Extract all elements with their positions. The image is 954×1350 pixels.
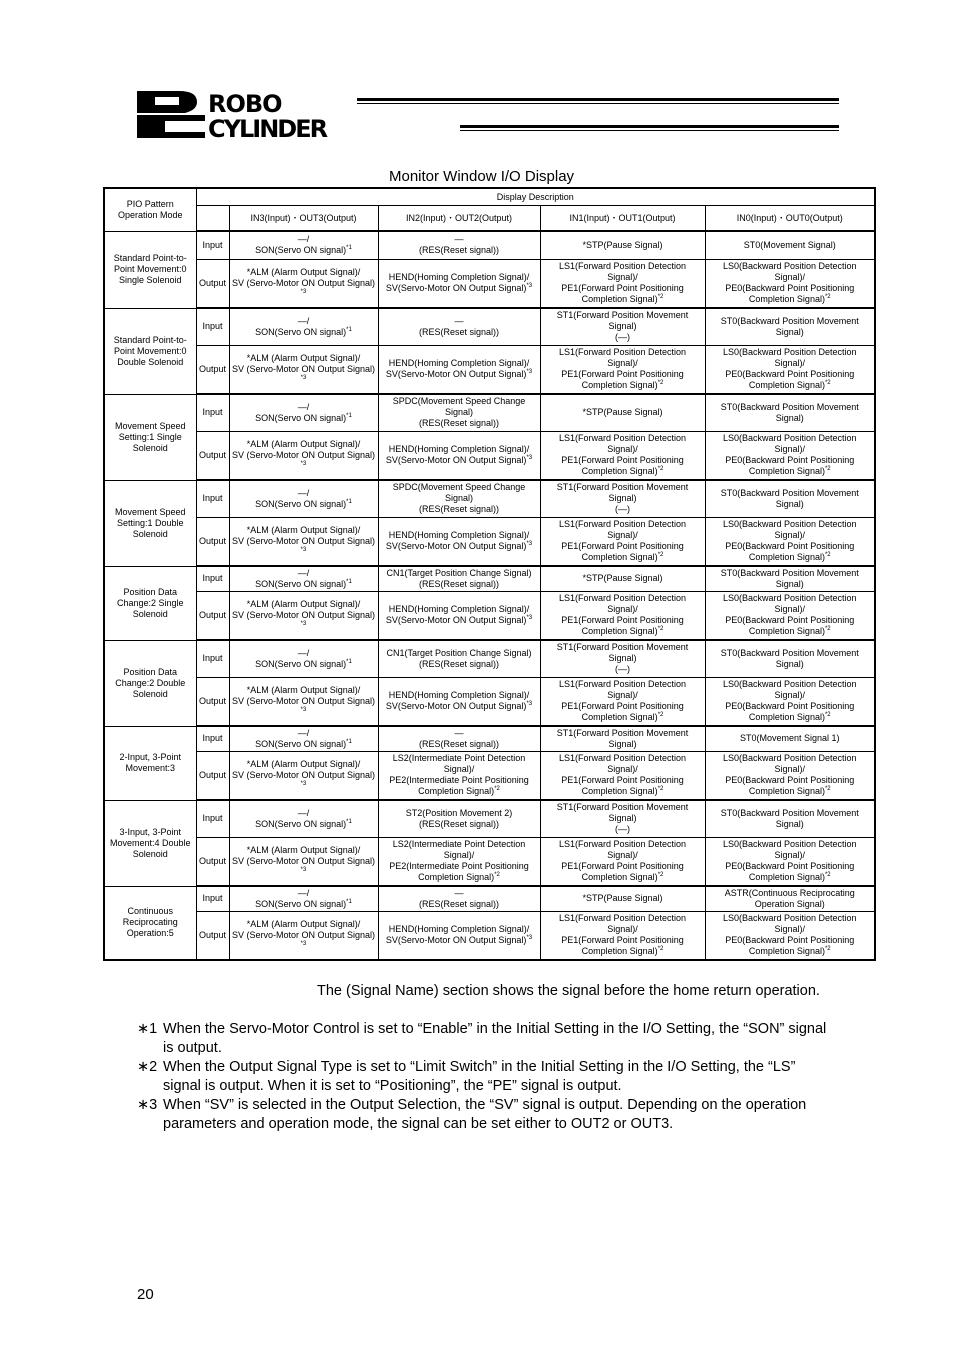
- footnote-text: When the Output Signal Type is set to “Limit Switch” in the Initial Setting in the I/O Setting, the “LS” signal is output. When it is set to “Positioning”, the “PE” signal is output.: [163, 1059, 796, 1094]
- signal-cell: HEND(Homing Completion Signal)/ SV(Servo-Motor ON Output Signal)$^{*3}$: [378, 345, 540, 394]
- io-type-cell: Output: [196, 345, 229, 394]
- signal-cell: ST0(Backward Position Movement Signal): [705, 566, 875, 591]
- signal-cell: LS1(Forward Position Detection Signal)/ PE1(Forward Point Positioning Completion Signal)$^{*2}$: [540, 911, 705, 960]
- logo-robo-text: ROBO: [208, 90, 282, 118]
- signal-cell: LS0(Backward Position Detection Signal)/ PE0(Backward Point Positioning Completion Signal)$^{*2}$: [705, 591, 875, 640]
- signal-cell: LS0(Backward Position Detection Signal)/ PE0(Backward Point Positioning Completion Signal)$^{*2}$: [705, 259, 875, 308]
- signal-cell: *STP(Pause Signal): [540, 886, 705, 911]
- io-type-cell: Input: [196, 566, 229, 591]
- signal-cell: ST0(Movement Signal): [705, 231, 875, 259]
- signal-cell: ST1(Forward Position Movement Signal): [540, 726, 705, 751]
- signal-cell: ST0(Backward Position Movement Signal): [705, 480, 875, 517]
- signal-cell: *ALM (Alarm Output Signal)/ SV (Servo-Motor ON Output Signal) $^{*3}$: [229, 431, 378, 480]
- signal-cell: — (RES(Reset signal)): [378, 726, 540, 751]
- footnote-2: [137, 1058, 837, 1096]
- signal-cell: LS0(Backward Position Detection Signal)/ PE0(Backward Point Positioning Completion Signal)$^{*2}$: [705, 517, 875, 566]
- table-row: [104, 640, 875, 677]
- signal-cell: LS1(Forward Position Detection Signal)/ PE1(Forward Point Positioning Completion Signal)$^{*2}$: [540, 837, 705, 886]
- signal-cell: — (RES(Reset signal)): [378, 231, 540, 259]
- io-type-cell: Input: [196, 726, 229, 751]
- signal-cell: LS0(Backward Position Detection Signal)/ PE0(Backward Point Positioning Completion Signal)$^{*2}$: [705, 431, 875, 480]
- signal-cell: LS1(Forward Position Detection Signal)/ PE1(Forward Point Positioning Completion Signal)$^{*2}$: [540, 345, 705, 394]
- header-io-blank: [196, 206, 229, 232]
- signal-cell: LS0(Backward Position Detection Signal)/ PE0(Backward Point Positioning Completion Signal)$^{*2}$: [705, 345, 875, 394]
- signal-cell: LS1(Forward Position Detection Signal)/ PE1(Forward Point Positioning Completion Signal)$^{*2}$: [540, 517, 705, 566]
- io-type-cell: Output: [196, 259, 229, 308]
- table-row: [104, 677, 875, 726]
- signal-cell: *STP(Pause Signal): [540, 231, 705, 259]
- operation-mode-cell: Continuous Reciprocating Operation:5: [104, 886, 196, 960]
- io-type-cell: Output: [196, 751, 229, 800]
- table-row: [104, 308, 875, 345]
- signal-cell: ST1(Forward Position Movement Signal) (—): [540, 640, 705, 677]
- io-display-table: [103, 187, 876, 961]
- io-type-cell: Output: [196, 911, 229, 960]
- table-row: [104, 517, 875, 566]
- signal-cell: *ALM (Alarm Output Signal)/ SV (Servo-Motor ON Output Signal) $^{*3}$: [229, 677, 378, 726]
- header-column-3: IN0(Input)・OUT0(Output): [705, 206, 875, 232]
- signal-cell: *ALM (Alarm Output Signal)/ SV (Servo-Motor ON Output Signal) $^{*3}$: [229, 345, 378, 394]
- signal-cell: —/ SON(Servo ON signal)$^{*1}$: [229, 394, 378, 431]
- operation-mode-cell: Movement Speed Setting:1 Single Solenoid: [104, 394, 196, 480]
- table-row: [104, 480, 875, 517]
- signal-cell: LS0(Backward Position Detection Signal)/ PE0(Backward Point Positioning Completion Signal)$^{*2}$: [705, 751, 875, 800]
- signal-cell: ST0(Backward Position Movement Signal): [705, 308, 875, 345]
- operation-mode-cell: Position Data Change:2 Single Solenoid: [104, 566, 196, 640]
- signal-cell: —/ SON(Servo ON signal)$^{*1}$: [229, 726, 378, 751]
- robo-cylinder-logo: [135, 88, 840, 140]
- signal-cell: ST2(Position Movement 2) (RES(Reset signal)): [378, 800, 540, 837]
- footnote-text: When the Servo-Motor Control is set to “Enable” in the Initial Setting in the I/O Setting, the “SON” signal is output.: [163, 1021, 827, 1056]
- io-type-cell: Input: [196, 231, 229, 259]
- table-row: [104, 345, 875, 394]
- io-type-cell: Output: [196, 431, 229, 480]
- io-type-cell: Input: [196, 800, 229, 837]
- signal-cell: —/ SON(Servo ON signal)$^{*1}$: [229, 480, 378, 517]
- signal-cell: —/ SON(Servo ON signal)$^{*1}$: [229, 308, 378, 345]
- signal-cell: —/ SON(Servo ON signal)$^{*1}$: [229, 566, 378, 591]
- header-column-1: IN2(Input)・OUT2(Output): [378, 206, 540, 232]
- table-row: [104, 394, 875, 431]
- io-type-cell: Output: [196, 837, 229, 886]
- io-type-cell: Input: [196, 308, 229, 345]
- signal-cell: HEND(Homing Completion Signal)/ SV(Servo-Motor ON Output Signal)$^{*3}$: [378, 911, 540, 960]
- signal-cell: LS0(Backward Position Detection Signal)/ PE0(Backward Point Positioning Completion Signal)$^{*2}$: [705, 677, 875, 726]
- table-row: [104, 886, 875, 911]
- signal-cell: LS0(Backward Position Detection Signal)/ PE0(Backward Point Positioning Completion Signal)$^{*2}$: [705, 911, 875, 960]
- signal-cell: CN1(Target Position Change Signal) (RES(Reset signal)): [378, 640, 540, 677]
- signal-cell: HEND(Homing Completion Signal)/ SV(Servo-Motor ON Output Signal)$^{*3}$: [378, 677, 540, 726]
- signal-cell: HEND(Homing Completion Signal)/ SV(Servo-Motor ON Output Signal)$^{*3}$: [378, 591, 540, 640]
- signal-cell: ST1(Forward Position Movement Signal) (—): [540, 480, 705, 517]
- signal-cell: *STP(Pause Signal): [540, 566, 705, 591]
- footnote-mark: ∗1: [137, 1021, 158, 1037]
- header-column-0: IN3(Input)・OUT3(Output): [229, 206, 378, 232]
- signal-cell: ST0(Backward Position Movement Signal): [705, 800, 875, 837]
- io-type-cell: Input: [196, 480, 229, 517]
- table-row: [104, 800, 875, 837]
- signal-cell: — (RES(Reset signal)): [378, 308, 540, 345]
- signal-cell: LS1(Forward Position Detection Signal)/ PE1(Forward Point Positioning Completion Signal)$^{*2}$: [540, 591, 705, 640]
- table-row: [104, 566, 875, 591]
- signal-cell: *ALM (Alarm Output Signal)/ SV (Servo-Motor ON Output Signal) $^{*3}$: [229, 259, 378, 308]
- signal-cell: LS1(Forward Position Detection Signal)/ PE1(Forward Point Positioning Completion Signal)$^{*2}$: [540, 751, 705, 800]
- signal-cell: ST1(Forward Position Movement Signal) (—): [540, 800, 705, 837]
- signal-cell: *ALM (Alarm Output Signal)/ SV (Servo-Motor ON Output Signal) $^{*3}$: [229, 517, 378, 566]
- table-row: [104, 591, 875, 640]
- header-display-description: Display Description: [196, 188, 875, 206]
- signal-cell: LS2(Intermediate Point Detection Signal)/ PE2(Intermediate Point Positioning Completion Signal)$^{*2}$: [378, 751, 540, 800]
- signal-cell: *ALM (Alarm Output Signal)/ SV (Servo-Motor ON Output Signal) $^{*3}$: [229, 911, 378, 960]
- table-caption: Monitor Window I/O Display: [389, 168, 575, 185]
- signal-cell: ST0(Backward Position Movement Signal): [705, 394, 875, 431]
- signal-cell: HEND(Homing Completion Signal)/ SV(Servo-Motor ON Output Signal)$^{*3}$: [378, 431, 540, 480]
- table-row: [104, 837, 875, 886]
- signal-cell: *STP(Pause Signal): [540, 394, 705, 431]
- footnote-mark: ∗2: [137, 1059, 158, 1075]
- signal-cell: HEND(Homing Completion Signal)/ SV(Servo-Motor ON Output Signal)$^{*3}$: [378, 259, 540, 308]
- signal-cell: —/ SON(Servo ON signal)$^{*1}$: [229, 886, 378, 911]
- signal-cell: LS1(Forward Position Detection Signal)/ PE1(Forward Point Positioning Completion Signal)$^{*2}$: [540, 677, 705, 726]
- signal-cell: CN1(Target Position Change Signal) (RES(Reset signal)): [378, 566, 540, 591]
- signal-cell: — (RES(Reset signal)): [378, 886, 540, 911]
- signal-cell: ST0(Backward Position Movement Signal): [705, 640, 875, 677]
- footnotes: [137, 1020, 837, 1134]
- signal-cell: LS1(Forward Position Detection Signal)/ PE1(Forward Point Positioning Completion Signal)$^{*2}$: [540, 431, 705, 480]
- footnote-mark: ∗3: [137, 1097, 158, 1113]
- operation-mode-cell: Standard Point-to-Point Movement:0 Single Solenoid: [104, 231, 196, 308]
- operation-mode-cell: Movement Speed Setting:1 Double Solenoid: [104, 480, 196, 566]
- header-operation-mode: PIO Pattern Operation Mode: [104, 188, 196, 231]
- signal-cell: SPDC(Movement Speed Change Signal) (RES(Reset signal)): [378, 394, 540, 431]
- footnote-text: When “SV” is selected in the Output Selection, the “SV” signal is output. Depending on the operation parameters and operation mode, the signal can be set either to OUT2 or OUT3.: [163, 1097, 807, 1132]
- signal-cell: HEND(Homing Completion Signal)/ SV(Servo-Motor ON Output Signal)$^{*3}$: [378, 517, 540, 566]
- io-type-cell: Output: [196, 517, 229, 566]
- table-row: [104, 231, 875, 259]
- signal-cell: ST0(Movement Signal 1): [705, 726, 875, 751]
- signal-cell: *ALM (Alarm Output Signal)/ SV (Servo-Motor ON Output Signal) $^{*3}$: [229, 837, 378, 886]
- operation-mode-cell: Position Data Change:2 Double Solenoid: [104, 640, 196, 726]
- table-row: [104, 751, 875, 800]
- page-number: 20: [137, 1286, 154, 1303]
- signal-cell: —/ SON(Servo ON signal)$^{*1}$: [229, 640, 378, 677]
- io-type-cell: Output: [196, 591, 229, 640]
- signal-cell: SPDC(Movement Speed Change Signal) (RES(Reset signal)): [378, 480, 540, 517]
- io-type-cell: Output: [196, 677, 229, 726]
- signal-name-note: The (Signal Name) section shows the signal before the home return operation.: [317, 983, 820, 999]
- header-column-2: IN1(Input)・OUT1(Output): [540, 206, 705, 232]
- signal-cell: LS2(Intermediate Point Detection Signal)/ PE2(Intermediate Point Positioning Completion Signal)$^{*2}$: [378, 837, 540, 886]
- signal-cell: —/ SON(Servo ON signal)$^{*1}$: [229, 231, 378, 259]
- signal-cell: LS0(Backward Position Detection Signal)/ PE0(Backward Point Positioning Completion Signal)$^{*2}$: [705, 837, 875, 886]
- io-type-cell: Input: [196, 394, 229, 431]
- signal-cell: —/ SON(Servo ON signal)$^{*1}$: [229, 800, 378, 837]
- signal-cell: *ALM (Alarm Output Signal)/ SV (Servo-Motor ON Output Signal) $^{*3}$: [229, 751, 378, 800]
- signal-cell: LS1(Forward Position Detection Signal)/ PE1(Forward Point Positioning Completion Signal)$^{*2}$: [540, 259, 705, 308]
- table-row: [104, 726, 875, 751]
- operation-mode-cell: 3-Input, 3-Point Movement:4 Double Solenoid: [104, 800, 196, 886]
- logo-cylinder-text: CYLINDER: [208, 115, 327, 140]
- io-type-cell: Input: [196, 640, 229, 677]
- signal-cell: ST1(Forward Position Movement Signal) (—): [540, 308, 705, 345]
- footnote-3: [137, 1096, 837, 1134]
- footnote-1: [137, 1020, 837, 1058]
- operation-mode-cell: Standard Point-to-Point Movement:0 Double Solenoid: [104, 308, 196, 394]
- operation-mode-cell: 2-Input, 3-Point Movement:3: [104, 726, 196, 800]
- signal-cell: *ALM (Alarm Output Signal)/ SV (Servo-Motor ON Output Signal) $^{*3}$: [229, 591, 378, 640]
- signal-cell: ASTR(Continuous Reciprocating Operation Signal): [705, 886, 875, 911]
- table-row: [104, 259, 875, 308]
- io-type-cell: Input: [196, 886, 229, 911]
- table-row: [104, 431, 875, 480]
- table-row: [104, 911, 875, 960]
